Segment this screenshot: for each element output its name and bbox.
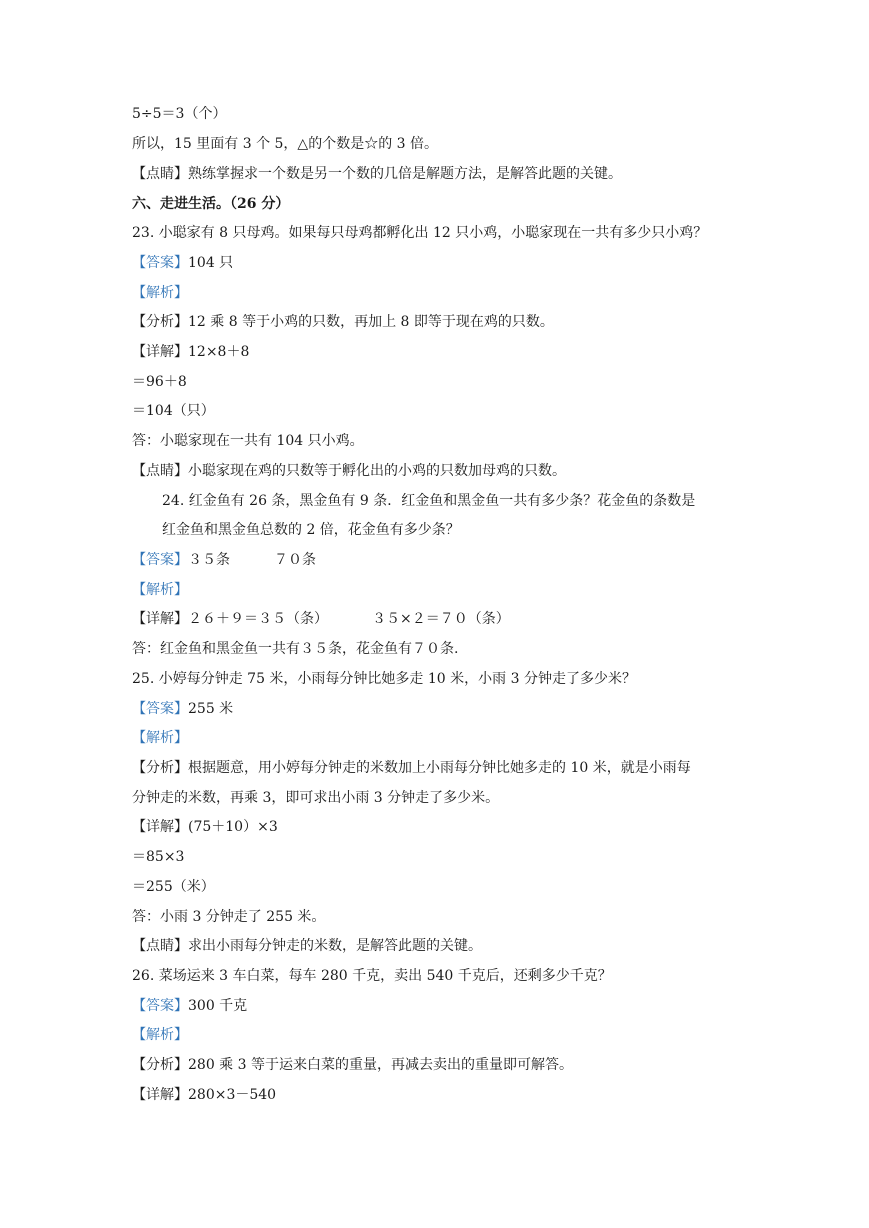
text-line: ＝255（米） bbox=[132, 879, 215, 895]
answer-tag: 【答案】 bbox=[132, 701, 188, 717]
text-line: 分钟走的米数，再乘 3，即可求出小雨 3 分钟走了多少米。 bbox=[132, 790, 500, 806]
text-line: ＝85×3 bbox=[132, 849, 185, 865]
answer-line bbox=[132, 698, 769, 720]
answer-value: 300 千克 bbox=[188, 998, 248, 1014]
text-line: ＝96＋8 bbox=[132, 374, 187, 390]
detail-line bbox=[132, 608, 769, 630]
text-line: 答：小雨 3 分钟走了 255 米。 bbox=[132, 909, 326, 925]
answer-line bbox=[132, 995, 769, 1017]
section-heading: 六、走进生活。（26 分） bbox=[132, 196, 290, 212]
answer-tag: 【答案】 bbox=[132, 998, 188, 1014]
text-line: 【详解】(75＋10）×3 bbox=[132, 819, 278, 835]
detail-part: 【详解】２６＋９＝３５（条） bbox=[132, 611, 328, 627]
text-line: 答：红金鱼和黑金鱼一共有３５条，花金鱼有７０条. bbox=[132, 641, 459, 657]
text-line: ＝104（只） bbox=[132, 403, 215, 419]
answer-line bbox=[132, 252, 769, 274]
text-line: 【详解】12×8＋8 bbox=[132, 344, 250, 360]
analysis-tag: 【解析】 bbox=[132, 1027, 188, 1043]
text-line: 【详解】280×3－540 bbox=[132, 1087, 277, 1103]
detail-part: ３５×２＝７０（条） bbox=[372, 611, 510, 627]
analysis-tag: 【解析】 bbox=[132, 730, 188, 746]
text-line: 【分析】12 乘 8 等于小鸡的只数，再加上 8 即等于现在鸡的只数。 bbox=[132, 314, 554, 330]
answer-value: 104 只 bbox=[188, 255, 234, 271]
question-24: 24. 红金鱼有 26 条，黑金鱼有 9 条．红金鱼和黑金鱼一共有多少条？花金鱼的条数是 bbox=[162, 493, 696, 509]
answer-value: 255 米 bbox=[188, 701, 234, 717]
text-line: 答：小聪家现在一共有 104 只小鸡。 bbox=[132, 433, 364, 449]
answer-tag: 【答案】 bbox=[132, 552, 188, 568]
analysis-tag: 【解析】 bbox=[132, 582, 188, 598]
text-line: 【点睛】小聪家现在鸡的只数等于孵化出的小鸡的只数加母鸡的只数。 bbox=[132, 463, 566, 479]
text-line: 所以，15 里面有 3 个 5，△的个数是☆的 3 倍。 bbox=[132, 136, 439, 152]
answer-value: ３５条 bbox=[188, 552, 230, 568]
question-23: 23. 小聪家有 8 只母鸡。如果每只母鸡都孵化出 12 只小鸡，小聪家现在一共有多少只小鸡？ bbox=[132, 225, 708, 241]
answer-value: ７０条 bbox=[274, 552, 316, 568]
answer-tag: 【答案】 bbox=[132, 255, 188, 271]
text-line: 【分析】280 乘 3 等于运来白菜的重量，再减去卖出的重量即可解答。 bbox=[132, 1057, 573, 1073]
answer-line bbox=[132, 549, 769, 571]
question-26: 26. 菜场运来 3 车白菜，每车 280 千克，卖出 540 千克后，还剩多少千克？ bbox=[132, 968, 612, 984]
question-24-cont: 红金鱼和黑金鱼总数的 2 倍，花金鱼有多少条？ bbox=[162, 522, 460, 538]
text-line: 【点睛】熟练掌握求一个数是另一个数的几倍是解题方法，是解答此题的关键。 bbox=[132, 166, 622, 182]
text-line: 【分析】根据题意，用小婷每分钟走的米数加上小雨每分钟比她多走的 10 米，就是小雨每 bbox=[132, 760, 691, 776]
text-line: 5÷5＝3（个） bbox=[132, 106, 227, 122]
analysis-tag: 【解析】 bbox=[132, 285, 188, 301]
question-25: 25. 小婷每分钟走 75 米，小雨每分钟比她多走 10 米，小雨 3 分钟走了多少米？ bbox=[132, 671, 636, 687]
text-line: 【点睛】求出小雨每分钟走的米数，是解答此题的关键。 bbox=[132, 938, 482, 954]
